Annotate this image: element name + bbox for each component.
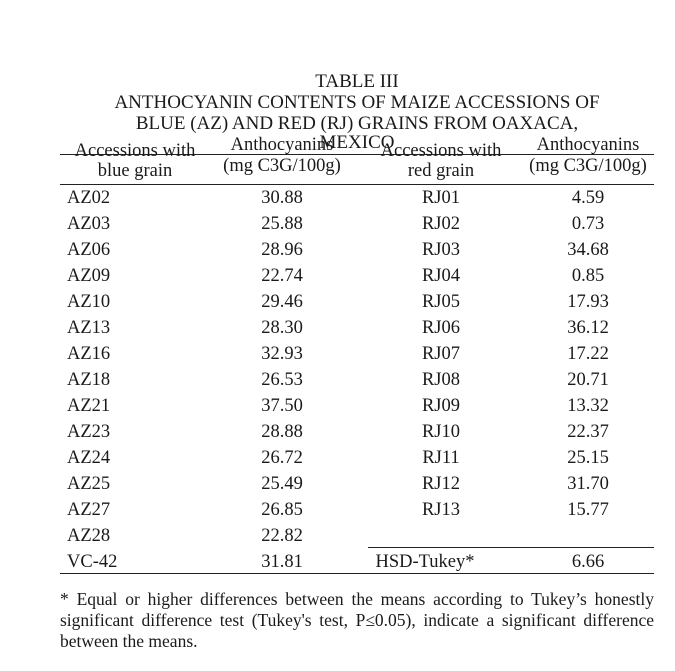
blue-accession-id: AZ16 [67,344,111,364]
blue-anthocyanin-value: 31.81 [261,552,303,572]
table-title-line: ANTHOCYANIN CONTENTS OF MAIZE ACCESSIONS OF [114,92,600,113]
red-accession-id: RJ03 [421,240,461,260]
red-accession-id: RJ01 [421,188,461,208]
red-anthocyanin-value: 0.85 [571,266,605,286]
red-accession-id: RJ08 [421,370,461,390]
column-header: Accessions with [74,141,196,161]
blue-accession-id: AZ09 [67,266,111,286]
red-accession-id: RJ11 [422,448,460,468]
red-anthocyanin-value: 15.77 [567,500,609,520]
hsd-rule [368,547,654,548]
red-accession-id: RJ06 [421,318,461,338]
blue-anthocyanin-value: 28.88 [261,422,303,442]
column-header: red grain [407,161,475,181]
red-anthocyanin-value: 0.73 [571,214,605,234]
table-title-line: MEXICO [319,132,395,153]
red-accession-id: RJ04 [421,266,461,286]
blue-anthocyanin-value: 28.30 [261,318,303,338]
blue-accession-id: AZ23 [67,422,111,442]
blue-anthocyanin-value: 28.96 [261,240,303,260]
red-anthocyanin-value: 17.93 [567,292,609,312]
red-anthocyanin-value: 17.22 [567,344,609,364]
blue-accession-id: VC-42 [67,552,118,572]
red-anthocyanin-value: 36.12 [567,318,609,338]
hsd-label: HSD-Tukey* [375,552,475,572]
blue-anthocyanin-value: 29.46 [261,292,303,312]
red-accession-id: RJ12 [421,474,461,494]
red-accession-id: RJ05 [421,292,461,312]
red-accession-id: RJ10 [421,422,461,442]
column-header: Accessions with [380,141,502,161]
blue-accession-id: AZ25 [67,474,111,494]
blue-anthocyanin-value: 30.88 [261,188,303,208]
red-anthocyanin-value: 20.71 [567,370,609,390]
blue-anthocyanin-value: 37.50 [261,396,303,416]
column-header: Anthocyanins [536,135,640,155]
blue-anthocyanin-value: 26.85 [261,500,303,520]
blue-anthocyanin-value: 22.74 [261,266,303,286]
blue-accession-id: AZ02 [67,188,111,208]
red-accession-id: RJ13 [421,500,461,520]
red-accession-id: RJ07 [421,344,461,364]
blue-accession-id: AZ03 [67,214,111,234]
blue-anthocyanin-value: 25.88 [261,214,303,234]
table-footnote: * Equal or higher differences between the means according to Tukey’s honestly significant difference test (Tukey's test, P≤0.05), indicate a significant difference between the means. [60,589,654,651]
red-accession-id: RJ09 [421,396,461,416]
blue-accession-id: AZ06 [67,240,111,260]
blue-anthocyanin-value: 25.49 [261,474,303,494]
red-anthocyanin-value: 31.70 [567,474,609,494]
column-header: (mg C3G/100g) [223,156,341,176]
red-anthocyanin-value: 22.37 [567,422,609,442]
column-header: Anthocyanins [230,135,334,155]
blue-anthocyanin-value: 32.93 [261,344,303,364]
blue-anthocyanin-value: 26.72 [261,448,303,468]
red-anthocyanin-value: 4.59 [571,188,605,208]
blue-accession-id: AZ21 [67,396,111,416]
red-anthocyanin-value: 25.15 [567,448,609,468]
blue-accession-id: AZ10 [67,292,111,312]
blue-accession-id: AZ18 [67,370,111,390]
blue-anthocyanin-value: 22.82 [261,526,303,546]
red-anthocyanin-value: 13.32 [567,396,609,416]
blue-accession-id: AZ27 [67,500,111,520]
column-header: blue grain [97,161,173,181]
blue-accession-id: AZ13 [67,318,111,338]
column-header: (mg C3G/100g) [529,156,647,176]
header-rule [60,184,654,185]
table-title-line: BLUE (AZ) AND RED (RJ) GRAINS FROM OAXACA, [135,113,579,134]
blue-accession-id: AZ24 [67,448,111,468]
table-label: TABLE III [315,71,399,92]
blue-accession-id: AZ28 [67,526,111,546]
hsd-value: 6.66 [571,552,605,572]
red-accession-id: RJ02 [421,214,461,234]
red-anthocyanin-value: 34.68 [567,240,609,260]
blue-anthocyanin-value: 26.53 [261,370,303,390]
bottom-rule [60,573,654,574]
